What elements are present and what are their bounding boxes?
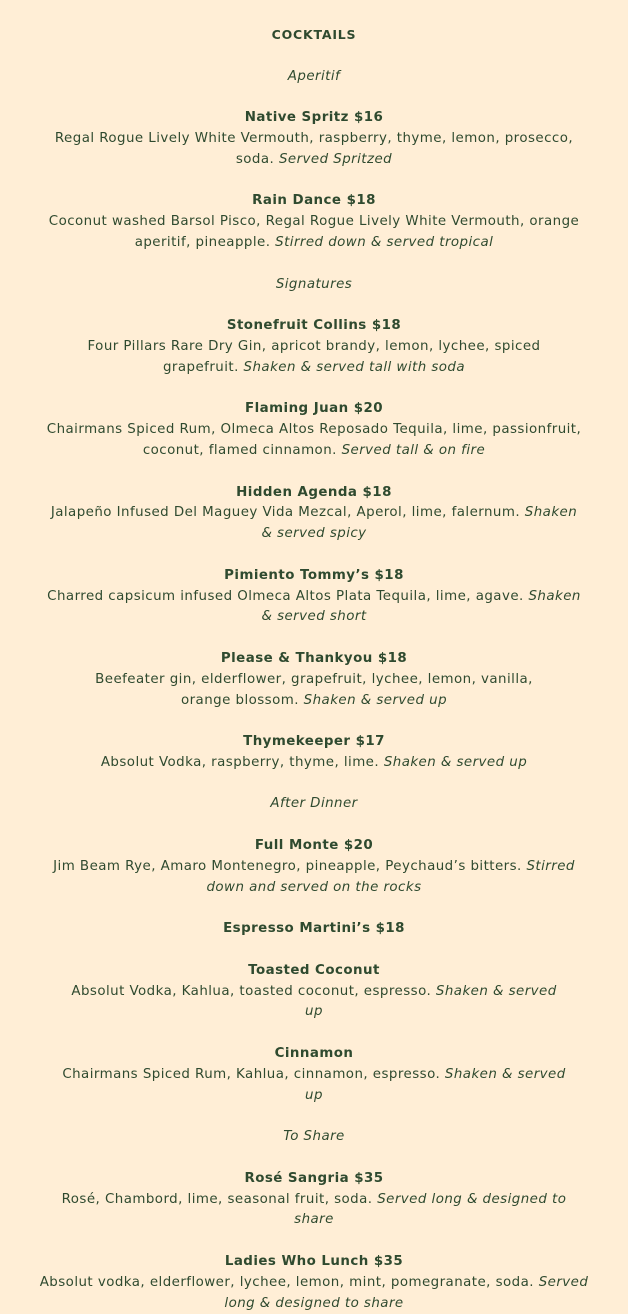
menu-item-serving-note: Shaken & served up	[383, 754, 528, 770]
menu-item-title: Full Monte $20	[254, 838, 374, 854]
menu-item-ingredients: Chairmans Spiced Rum, Olmeca Altos Reposado Tequila, lime, passionfruit, coconut, flamed cinnamon.	[46, 422, 582, 458]
menu-heading: COCKTAILS	[271, 27, 357, 42]
menu-item-ingredients: Chairmans Spiced Rum, Kahlua, cinnamon, espresso.	[62, 1066, 441, 1082]
menu-item-description	[34, 212, 594, 254]
menu-item-description	[64, 982, 564, 1024]
menu-item-title: Thymekeeper $17	[243, 734, 385, 750]
menu-item-title: Espresso Martini’s $18	[223, 921, 405, 937]
menu-item-description	[28, 1273, 600, 1314]
menu-item-description	[69, 670, 559, 712]
menu-sections	[0, 67, 628, 1314]
section-label: To Share	[283, 1129, 345, 1145]
menu-item-serving-note: Shaken & served tall with soda	[243, 359, 466, 375]
menu-item	[0, 836, 628, 898]
menu-item-serving-note: Stirred down & served tropical	[275, 234, 494, 250]
menu-item-ingredients: Absolut Vodka, raspberry, thyme, lime.	[100, 754, 380, 770]
menu-item-description	[54, 129, 574, 171]
section-label: Aperitif	[287, 68, 341, 84]
menu-item-title: Stonefruit Collins $18	[226, 318, 402, 334]
menu-item-serving-note: Served long & designed to share	[294, 1191, 567, 1228]
menu-item	[0, 961, 628, 1023]
menu-item	[0, 1044, 628, 1106]
menu-item-description	[44, 503, 584, 545]
menu-item-ingredients: Coconut washed Barsol Pisco, Regal Rogue Lively White Vermouth, orange aperitif, pineapple.	[48, 214, 580, 250]
menu-item-serving-note: Shaken & served spicy	[261, 505, 578, 542]
menu-item-ingredients: Rosé, Chambord, lime, seasonal fruit, soda.	[61, 1191, 373, 1207]
menu-item	[0, 316, 628, 378]
menu-item-ingredients: Charred capsicum infused Olmeca Altos Plata Tequila, lime, agave.	[47, 588, 524, 604]
menu-item-title: Hidden Agenda $18	[236, 484, 392, 500]
menu-item-description	[44, 420, 584, 462]
menu-item-title: Flaming Juan $20	[245, 401, 383, 417]
menu-item-title: Please & Thankyou $18	[220, 650, 408, 666]
menu-item-title: Pimiento Tommy’s $18	[224, 567, 404, 583]
menu-item-serving-note: Served Spritzed	[278, 151, 393, 167]
menu-item-ingredients: Beefeater gin, elderflower, grapefruit, lychee, lemon, vanilla, orange blossom.	[95, 671, 533, 708]
menu-item	[0, 732, 628, 774]
menu-item	[0, 649, 628, 711]
menu-item	[0, 566, 628, 628]
menu-item-serving-note: Shaken & served up	[303, 692, 448, 708]
menu-item-serving-note: Shaken & served up	[305, 983, 557, 1020]
menu-item-description	[84, 337, 544, 379]
menu-item-title: Native Spritz $16	[244, 110, 384, 126]
menu-item-description	[44, 1190, 584, 1232]
menu-item-serving-note: Served long & designed to share	[224, 1274, 589, 1311]
menu-item-ingredients: Absolut vodka, elderflower, lychee, lemon, mint, pomegranate, soda.	[39, 1274, 534, 1290]
menu-item	[0, 483, 628, 545]
menu-item-ingredients: Jim Beam Rye, Amaro Montenegro, pineapple, Peychaud’s bitters.	[53, 858, 522, 874]
menu-item-ingredients: Four Pillars Rare Dry Gin, apricot brandy, lemon, lychee, spiced grapefruit.	[87, 338, 541, 375]
menu-item	[0, 191, 628, 253]
section-label: Signatures	[275, 276, 353, 292]
menu-item-ingredients: Regal Rogue Lively White Vermouth, raspberry, thyme, lemon, prosecco, soda.	[54, 130, 574, 167]
menu-item-description	[54, 1065, 574, 1107]
menu-item-description	[44, 587, 584, 629]
menu-item-serving-note: Stirred down and served on the rocks	[206, 858, 575, 895]
menu-item-serving-note: Shaken & served short	[261, 588, 581, 625]
menu-item-title: Rain Dance $18	[252, 193, 376, 209]
menu-item-title: Toasted Coconut	[248, 962, 380, 978]
menu-item-ingredients: Jalapeño Infused Del Maguey Vida Mezcal, Aperol, lime, falernum.	[50, 505, 521, 521]
menu-item	[0, 1252, 628, 1314]
menu-item	[0, 399, 628, 461]
section-label: After Dinner	[270, 796, 358, 812]
menu-item-description	[79, 753, 549, 774]
menu-item	[0, 108, 628, 170]
menu-item	[0, 1169, 628, 1231]
menu-item-title: Ladies Who Lunch $35	[224, 1254, 404, 1270]
menu-item-title: Cinnamon	[274, 1046, 354, 1062]
menu-item-ingredients: Absolut Vodka, Kahlua, toasted coconut, espresso.	[71, 983, 432, 999]
menu-item-title: Rosé Sangria $35	[244, 1170, 384, 1186]
menu-item-serving-note: Shaken & served up	[305, 1066, 566, 1103]
menu-item	[0, 919, 628, 940]
menu-item-description	[34, 857, 594, 899]
menu-item-serving-note: Served tall & on fire	[341, 442, 486, 458]
